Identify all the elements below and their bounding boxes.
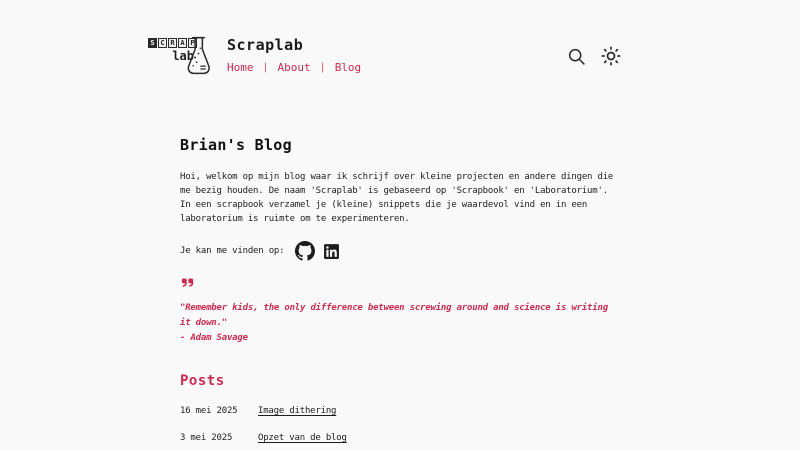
search-icon[interactable] (566, 46, 587, 67)
find-me-label: Je kan me vinden op: (180, 246, 285, 256)
post-link-opzet-van-de-blog[interactable]: Opzet van de blog (258, 433, 347, 443)
post-list (180, 406, 620, 443)
header-icons (566, 34, 622, 67)
main-nav (227, 61, 361, 74)
logo-tile: S (148, 38, 157, 48)
page-wrapper (148, 0, 622, 443)
intro-paragraph: Hoi, welkom op mijn blog waar ik schrijf over kleine projecten en andere dingen die me bezig houden. De naam 'Scraplab' is gebaseerd op 'Scrapbook' en 'Laboratorium'. In een scrapbook verzamel je (kleine) snippets die je waardevol vind en in een laboratorium is ruimte om te experimenteren. (180, 172, 614, 224)
page-title: Brian's Blog (180, 136, 292, 154)
quote-text: "Remember kids, the only difference between screwing around and science is writing it down." (180, 303, 608, 328)
post-date: 3 mei 2025 (180, 433, 233, 443)
quote-marks-icon (180, 274, 620, 293)
social-row (180, 241, 620, 261)
nav-link-home[interactable]: Home (227, 61, 254, 74)
nav-link-blog[interactable]: Blog (334, 61, 362, 74)
logo-sub-label: lab (172, 49, 194, 63)
linkedin-icon[interactable] (323, 243, 340, 260)
posts-heading: Posts (180, 373, 225, 389)
logo-tile: R (168, 38, 177, 48)
post-row (180, 406, 620, 416)
nav-separator: | (262, 62, 269, 73)
logo-tile: P (188, 38, 197, 48)
post-link-image-dithering[interactable]: Image dithering (258, 406, 337, 416)
post-date: 16 mei 2025 (180, 406, 238, 416)
sun-icon[interactable] (600, 45, 622, 67)
logo-tile: C (158, 38, 167, 48)
logo-tile: A (178, 38, 187, 48)
main-content (180, 136, 620, 443)
quote-attribution: - Adam Savage (180, 333, 248, 343)
post-row (180, 433, 620, 443)
site-title: Scraplab (227, 36, 304, 54)
brand-block (227, 34, 361, 74)
erlenmeyer-flask-icon (185, 34, 212, 82)
nav-link-about[interactable]: About (277, 61, 311, 74)
site-logo[interactable] (148, 34, 212, 78)
site-header (148, 34, 622, 78)
quote-block (180, 274, 620, 346)
nav-separator: | (319, 62, 326, 73)
github-icon[interactable] (295, 241, 315, 261)
